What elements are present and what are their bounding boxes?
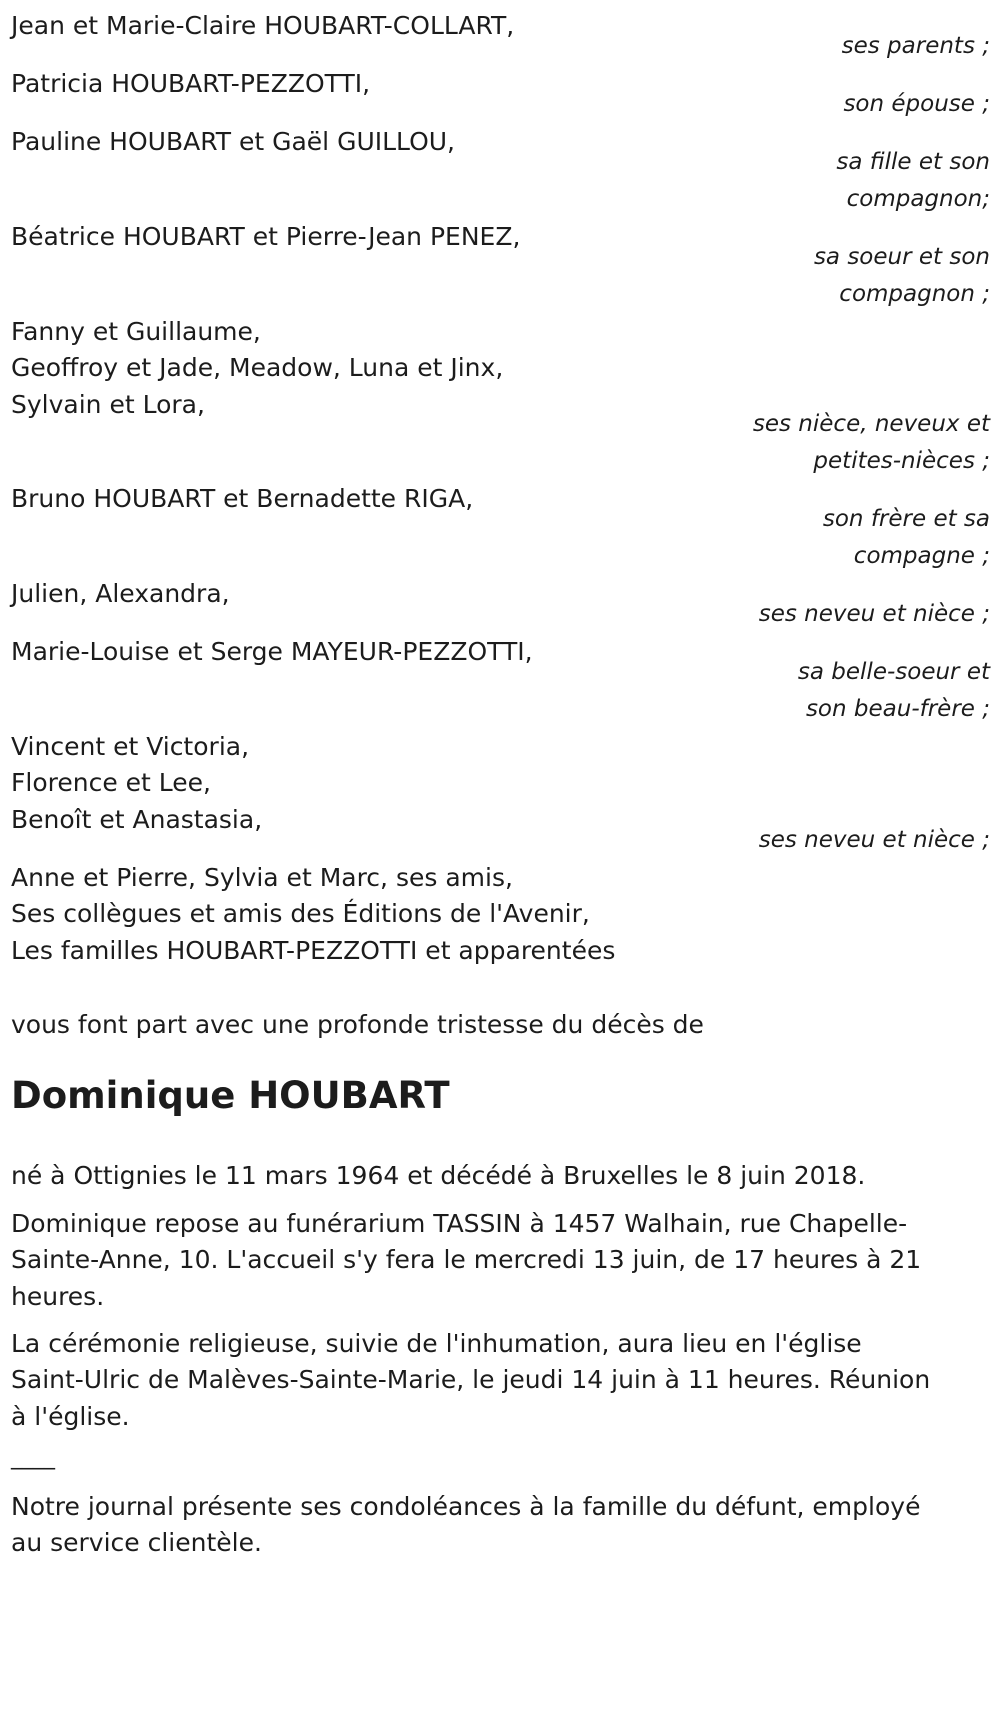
family-relation: compagnon; xyxy=(846,186,990,212)
family-relation: son beau-frère ; xyxy=(805,696,990,722)
funerarium-line: heures. xyxy=(11,1282,105,1311)
family-relation: sa soeur et son xyxy=(813,244,990,270)
family-relation: ses neveu et nièce ; xyxy=(758,827,990,853)
family-relation: ses neveu et nièce ; xyxy=(758,601,990,627)
family-relation: petites-nièces ; xyxy=(813,448,990,474)
family-names-line: Vincent et Victoria, xyxy=(11,732,250,761)
condolences-line: au service clientèle. xyxy=(11,1528,262,1557)
family-names-line: Florence et Lee, xyxy=(11,768,211,797)
family-relation: son frère et sa xyxy=(822,506,990,532)
family-relation: ses parents ; xyxy=(841,33,990,59)
family-relation: compagnon ; xyxy=(839,281,990,307)
separator: ____ xyxy=(11,1445,55,1470)
family-names-line: Béatrice HOUBART et Pierre-Jean PENEZ, xyxy=(11,222,521,251)
ceremony-line: Saint-Ulric de Malèves-Sainte-Marie, le jeudi 14 juin à 11 heures. Réunion xyxy=(11,1365,931,1394)
family-relation: compagne ; xyxy=(853,543,990,569)
family-names-line: Julien, Alexandra, xyxy=(11,579,230,608)
family-names-line: Benoît et Anastasia, xyxy=(11,805,263,834)
family-names-line: Pauline HOUBART et Gaël GUILLOU, xyxy=(11,127,456,156)
announcement-text: vous font part avec une profonde tristesse du décès de xyxy=(11,1010,704,1039)
ceremony-line: La cérémonie religieuse, suivie de l'inhumation, aura lieu en l'église xyxy=(11,1329,862,1358)
family-relation: son épouse ; xyxy=(843,91,990,117)
family-names-line: Geoffroy et Jade, Meadow, Luna et Jinx, xyxy=(11,353,504,382)
family-names-line: Ses collègues et amis des Éditions de l'Avenir, xyxy=(11,899,590,928)
birth-death-text: né à Ottignies le 11 mars 1964 et décédé à Bruxelles le 8 juin 2018. xyxy=(11,1161,866,1190)
family-names-line: Anne et Pierre, Sylvia et Marc, ses amis, xyxy=(11,863,513,892)
family-names-line: Patricia HOUBART-PEZZOTTI, xyxy=(11,69,371,98)
family-relation: sa fille et son xyxy=(836,149,990,175)
family-names-line: Jean et Marie-Claire HOUBART-COLLART, xyxy=(11,11,515,40)
family-names-line: Bruno HOUBART et Bernadette RIGA, xyxy=(11,484,474,513)
family-names-line: Sylvain et Lora, xyxy=(11,390,205,419)
family-names-line: Fanny et Guillaume, xyxy=(11,317,261,346)
condolences-line: Notre journal présente ses condoléances à la famille du défunt, employé xyxy=(11,1492,921,1521)
family-names-line: Les familles HOUBART-PEZZOTTI et apparentées xyxy=(11,936,616,965)
ceremony-line: à l'église. xyxy=(11,1402,130,1431)
family-names-line: Marie-Louise et Serge MAYEUR-PEZZOTTI, xyxy=(11,637,533,666)
funerarium-line: Dominique repose au funérarium TASSIN à 1457 Walhain, rue Chapelle- xyxy=(11,1209,908,1238)
funerarium-line: Sainte-Anne, 10. L'accueil s'y fera le mercredi 13 juin, de 17 heures à 21 xyxy=(11,1245,922,1274)
family-relation: sa belle-soeur et xyxy=(797,659,990,685)
family-relation: ses nièce, neveux et xyxy=(752,411,990,437)
deceased-name: Dominique HOUBART xyxy=(11,1074,450,1117)
